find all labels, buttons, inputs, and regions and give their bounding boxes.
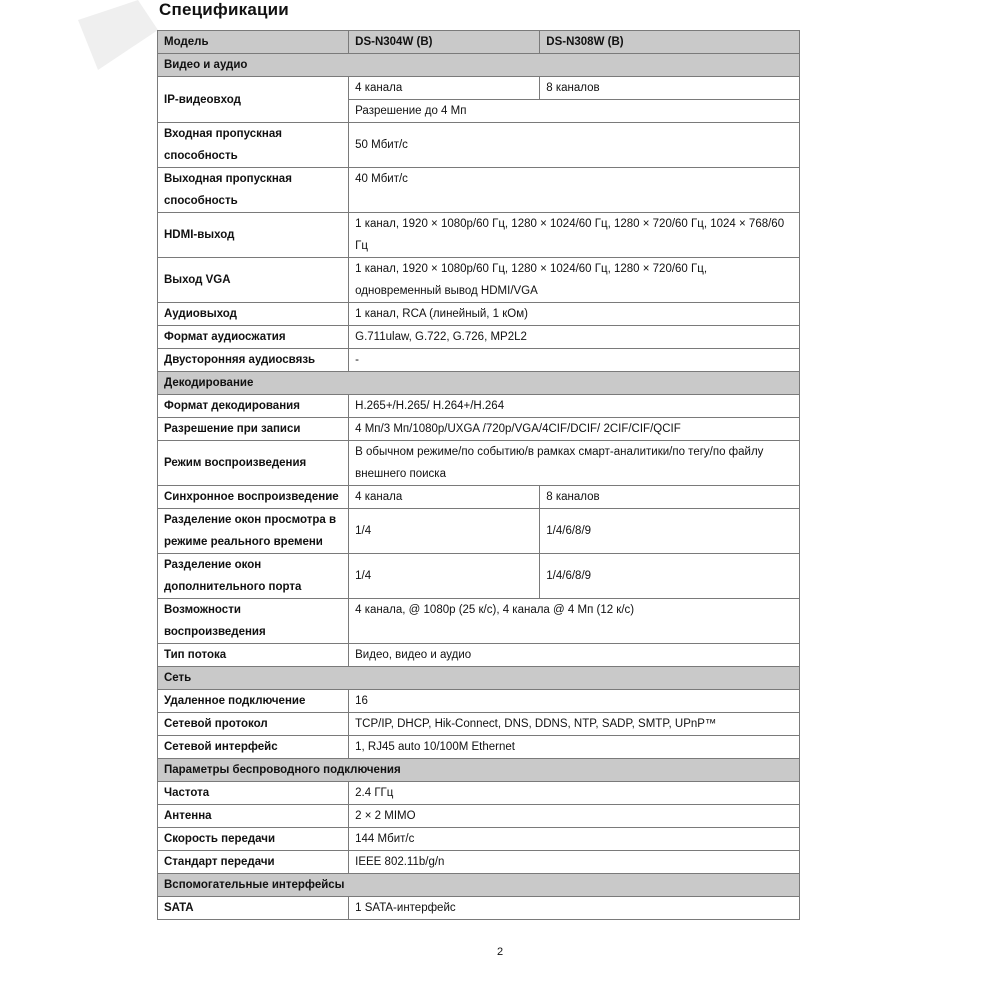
cell-value-b: 8 каналов bbox=[540, 486, 800, 509]
row-label: Сетевой интерфейс bbox=[158, 736, 349, 759]
table-row bbox=[158, 77, 800, 100]
row-label: Удаленное подключение bbox=[158, 690, 349, 713]
cell-value: В обычном режиме/по событию/в рамках смарт-аналитики/по тегу/по файлу внешнего поиска bbox=[349, 441, 800, 486]
section-aux bbox=[158, 874, 800, 897]
cell-value: 1 канал, 1920 × 1080p/60 Гц, 1280 × 1024/60 Гц, 1280 × 720/60 Гц, одновременный вывод HDMI/VGA bbox=[349, 258, 800, 303]
row-label: Формат декодирования bbox=[158, 395, 349, 418]
row-label: Двусторонняя аудиосвязь bbox=[158, 349, 349, 372]
table-row bbox=[158, 851, 800, 874]
cell-value: 2.4 ГГц bbox=[349, 782, 800, 805]
section-video-audio bbox=[158, 54, 800, 77]
table-row bbox=[158, 599, 800, 644]
row-label: Выходная пропускная способность bbox=[158, 168, 349, 213]
table-row bbox=[158, 554, 800, 599]
table-row bbox=[158, 805, 800, 828]
cell-value-a: 1/4 bbox=[349, 509, 540, 554]
table-row bbox=[158, 303, 800, 326]
spec-table bbox=[157, 30, 800, 920]
section-title: Сеть bbox=[158, 667, 800, 690]
row-label: Антенна bbox=[158, 805, 349, 828]
table-row bbox=[158, 690, 800, 713]
row-label: Сетевой протокол bbox=[158, 713, 349, 736]
section-decoding bbox=[158, 372, 800, 395]
cell-value: 40 Мбит/с bbox=[349, 168, 800, 213]
table-row bbox=[158, 395, 800, 418]
cell-value-a: 4 канала bbox=[349, 77, 540, 100]
row-label: Режим воспроизведения bbox=[158, 441, 349, 486]
cell-value: 1, RJ45 auto 10/100M Ethernet bbox=[349, 736, 800, 759]
header-model: Модель bbox=[158, 31, 349, 54]
cell-value: Разрешение до 4 Мп bbox=[349, 100, 800, 123]
row-label: HDMI-выход bbox=[158, 213, 349, 258]
cell-value: 144 Мбит/с bbox=[349, 828, 800, 851]
cell-value: H.265+/H.265/ H.264+/H.264 bbox=[349, 395, 800, 418]
row-label: Входная пропускная способность bbox=[158, 123, 349, 168]
section-network bbox=[158, 667, 800, 690]
page-title: Спецификации bbox=[159, 0, 289, 19]
section-wireless bbox=[158, 759, 800, 782]
page-number: 2 bbox=[496, 946, 504, 958]
header-model-a: DS-N304W (B) bbox=[349, 31, 540, 54]
cell-value: 1 SATA-интерфейс bbox=[349, 897, 800, 920]
row-label: Стандарт передачи bbox=[158, 851, 349, 874]
table-row bbox=[158, 713, 800, 736]
section-title: Декодирование bbox=[158, 372, 800, 395]
table-row bbox=[158, 123, 800, 168]
cell-value: G.711ulaw, G.722, G.726, MP2L2 bbox=[349, 326, 800, 349]
cell-value-a: 1/4 bbox=[349, 554, 540, 599]
cell-value: - bbox=[349, 349, 800, 372]
section-title: Параметры беспроводного подключения bbox=[158, 759, 800, 782]
row-label: Формат аудиосжатия bbox=[158, 326, 349, 349]
table-row bbox=[158, 486, 800, 509]
table-row bbox=[158, 736, 800, 759]
section-title: Вспомогательные интерфейсы bbox=[158, 874, 800, 897]
cell-value: 4 Мп/3 Мп/1080p/UXGA /720p/VGA/4CIF/DCIF/ 2CIF/CIF/QCIF bbox=[349, 418, 800, 441]
cell-value: 1 канал, RCA (линейный, 1 кОм) bbox=[349, 303, 800, 326]
cell-value: 16 bbox=[349, 690, 800, 713]
cell-value: 50 Мбит/с bbox=[349, 123, 800, 168]
cell-value-b: 1/4/6/8/9 bbox=[540, 509, 800, 554]
table-row bbox=[158, 213, 800, 258]
row-label: Скорость передачи bbox=[158, 828, 349, 851]
table-row bbox=[158, 782, 800, 805]
cell-value: IEEE 802.11b/g/n bbox=[349, 851, 800, 874]
section-title: Видео и аудио bbox=[158, 54, 800, 77]
cell-value-b: 8 каналов bbox=[540, 77, 800, 100]
table-row bbox=[158, 326, 800, 349]
header-model-b: DS-N308W (B) bbox=[540, 31, 800, 54]
row-label: Аудиовыход bbox=[158, 303, 349, 326]
row-label: Разрешение при записи bbox=[158, 418, 349, 441]
table-row bbox=[158, 509, 800, 554]
table-row bbox=[158, 349, 800, 372]
cell-value-a: 4 канала bbox=[349, 486, 540, 509]
row-label: Тип потока bbox=[158, 644, 349, 667]
cell-value: 2 × 2 MIMO bbox=[349, 805, 800, 828]
row-label: IP-видеовход bbox=[158, 77, 349, 123]
table-header-row bbox=[158, 31, 800, 54]
row-label: Разделение окон просмотра в режиме реального времени bbox=[158, 509, 349, 554]
table-row bbox=[158, 644, 800, 667]
row-label: Возможности воспроизведения bbox=[158, 599, 349, 644]
table-row bbox=[158, 418, 800, 441]
cell-value: TCP/IP, DHCP, Hik-Connect, DNS, DDNS, NTP, SADP, SMTP, UPnP™ bbox=[349, 713, 800, 736]
watermark-logo bbox=[78, 0, 158, 70]
row-label: Выход VGA bbox=[158, 258, 349, 303]
table-row bbox=[158, 828, 800, 851]
table-row bbox=[158, 897, 800, 920]
table-row bbox=[158, 258, 800, 303]
cell-value: Видео, видео и аудио bbox=[349, 644, 800, 667]
row-label: Частота bbox=[158, 782, 349, 805]
table-row bbox=[158, 441, 800, 486]
cell-value-b: 1/4/6/8/9 bbox=[540, 554, 800, 599]
cell-value: 1 канал, 1920 × 1080p/60 Гц, 1280 × 1024/60 Гц, 1280 × 720/60 Гц, 1024 × 768/60 Гц bbox=[349, 213, 800, 258]
cell-value: 4 канала, @ 1080p (25 к/с), 4 канала @ 4 Мп (12 к/с) bbox=[349, 599, 800, 644]
row-label: SATA bbox=[158, 897, 349, 920]
row-label: Синхронное воспроизведение bbox=[158, 486, 349, 509]
row-label: Разделение окон дополнительного порта bbox=[158, 554, 349, 599]
table-row bbox=[158, 168, 800, 213]
